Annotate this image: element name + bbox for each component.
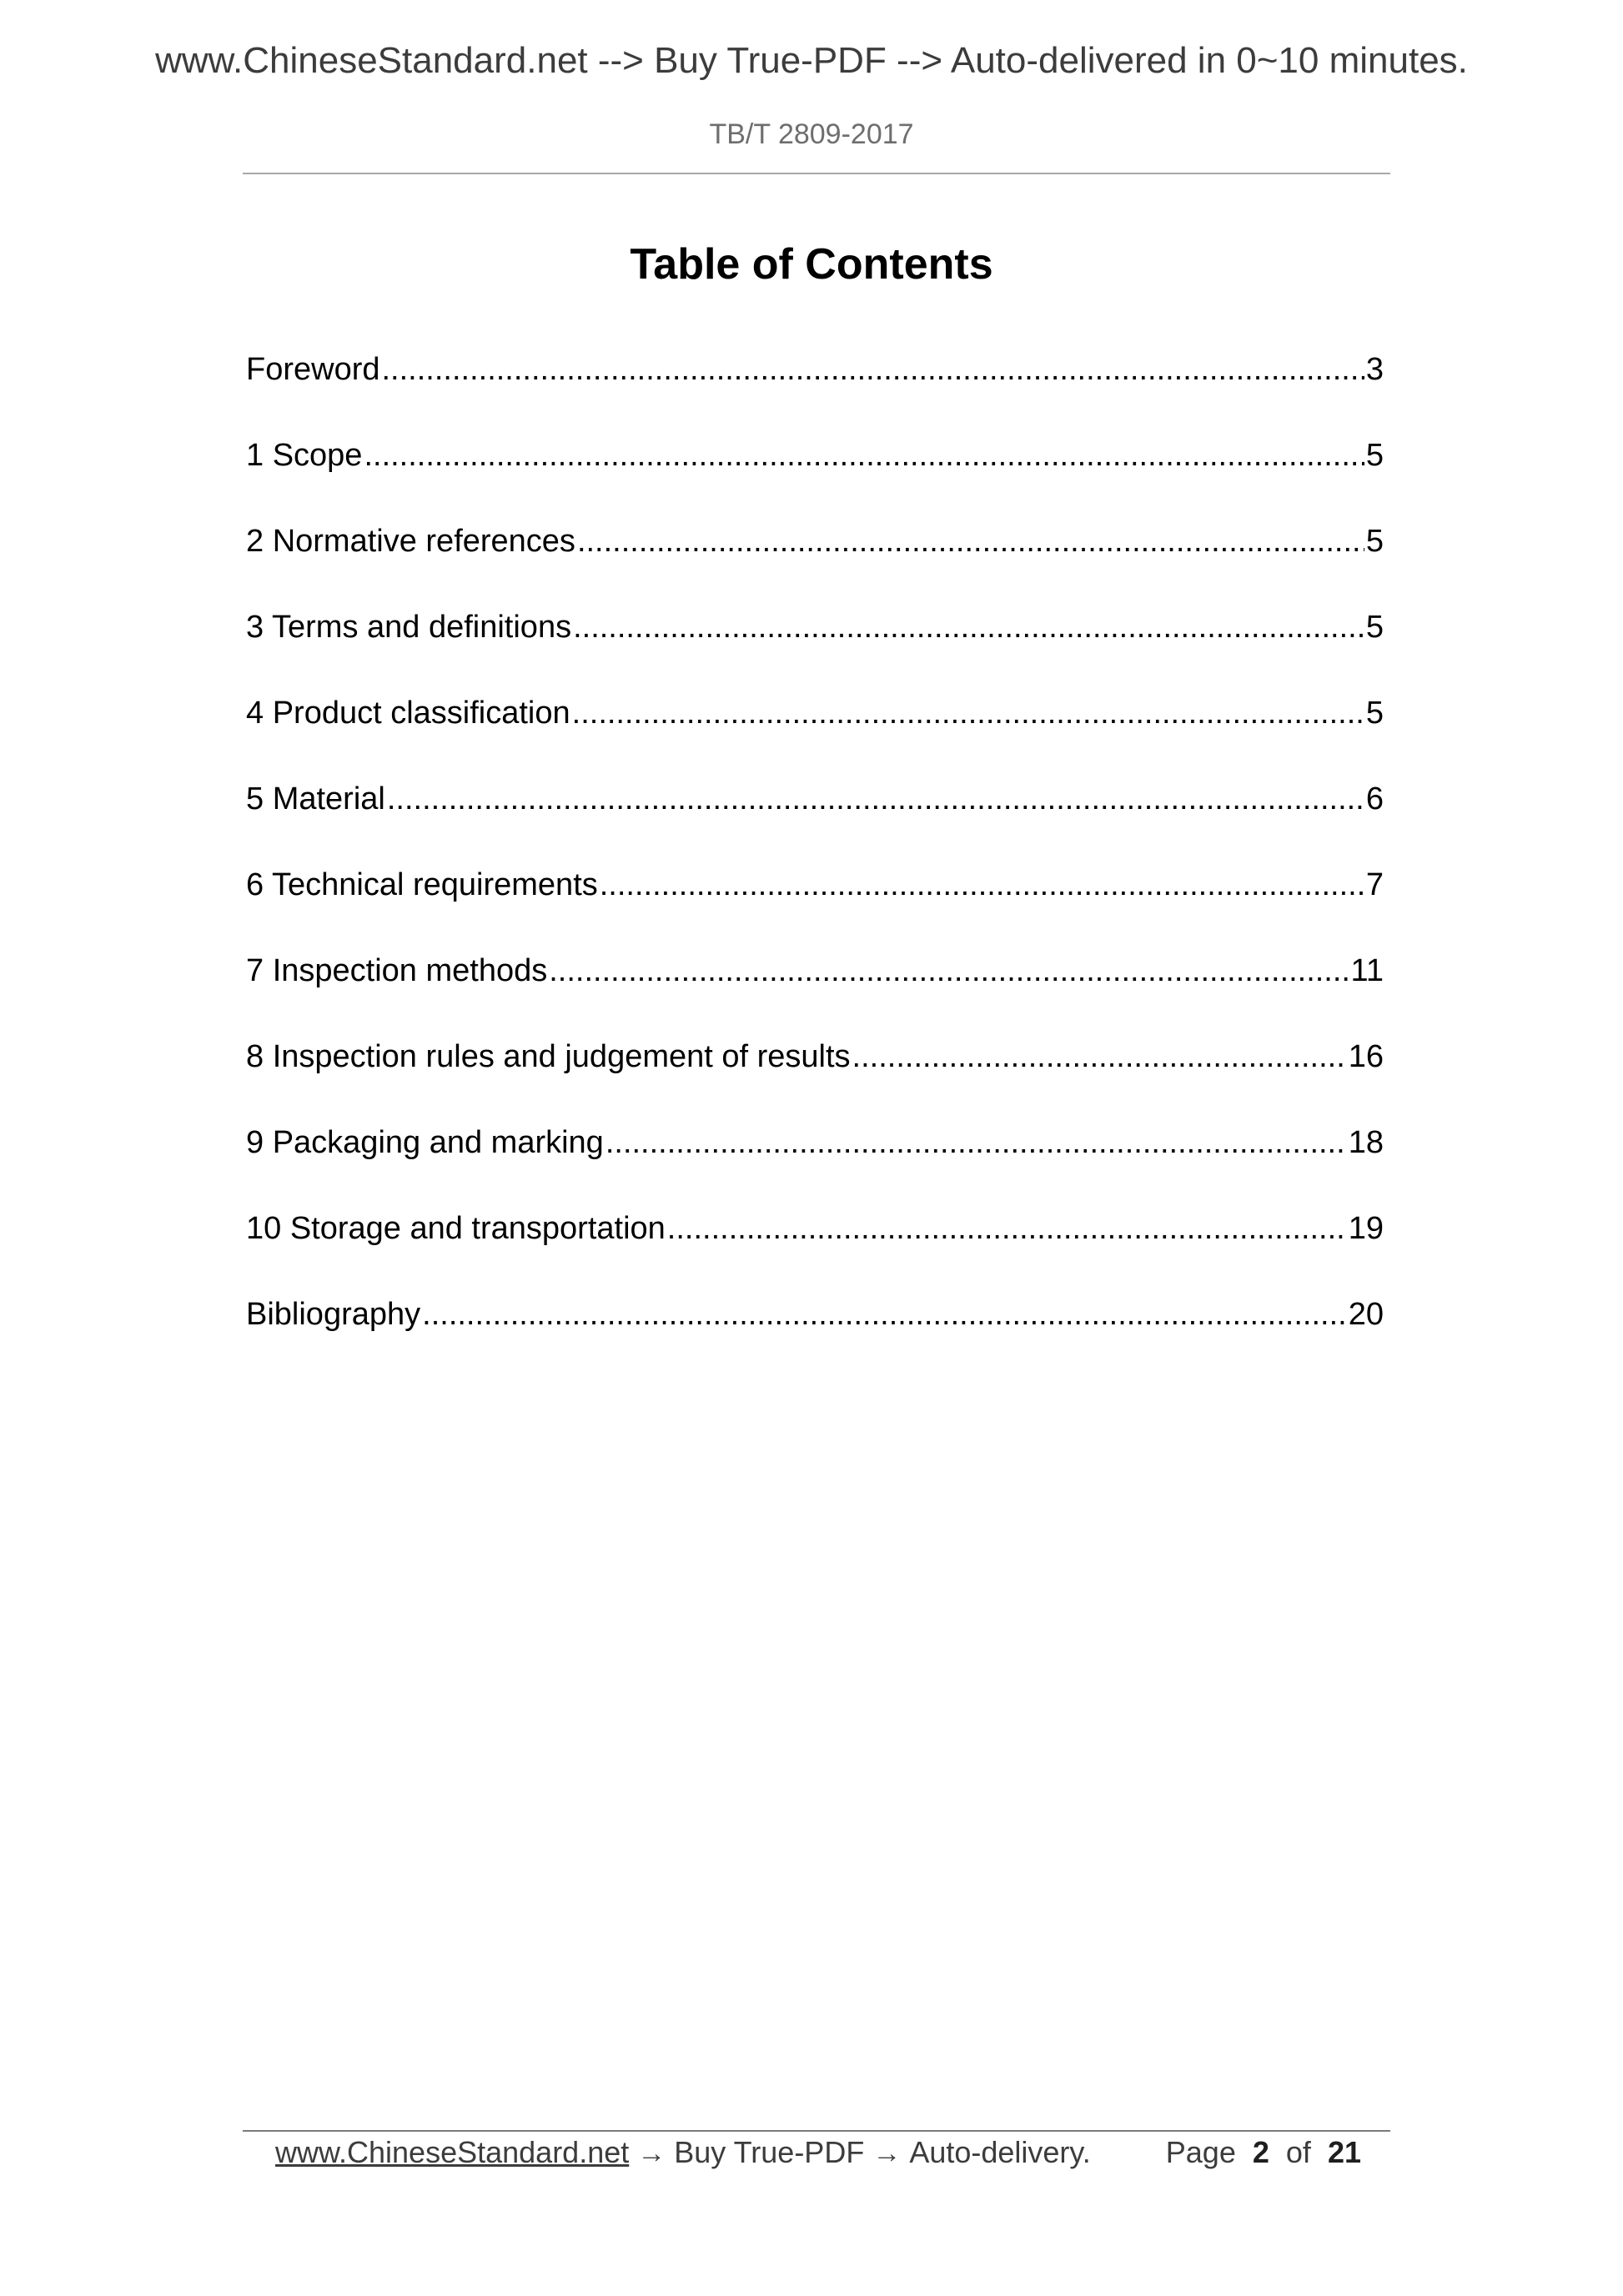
toc-entry-inspection-rules[interactable] bbox=[246, 1039, 1384, 1086]
total-pages-number: 21 bbox=[1327, 2135, 1361, 2169]
toc-dot-leader bbox=[572, 696, 1364, 731]
toc-entry-page: 7 bbox=[1365, 867, 1384, 902]
toc-entry-product-classification[interactable] bbox=[246, 696, 1384, 742]
toc-entry-label: Bibliography bbox=[246, 1297, 421, 1332]
right-arrow-icon: → bbox=[637, 2138, 666, 2169]
right-arrow-icon: → bbox=[872, 2138, 902, 2169]
toc-list bbox=[246, 0, 1384, 1418]
toc-entry-scope[interactable] bbox=[246, 438, 1384, 485]
toc-entry-label: 5 Material bbox=[246, 781, 385, 816]
of-word: of bbox=[1285, 2135, 1311, 2169]
toc-dot-leader bbox=[573, 610, 1364, 646]
toc-entry-label: 9 Packaging and marking bbox=[246, 1125, 604, 1160]
toc-title: Table of Contents bbox=[630, 240, 993, 289]
toc-dot-leader bbox=[422, 1297, 1347, 1333]
toc-entry-label: 8 Inspection rules and judgement of results bbox=[246, 1039, 851, 1074]
toc-entry-label: 2 Normative references bbox=[246, 524, 575, 559]
toc-entry-page: 16 bbox=[1348, 1039, 1384, 1074]
footer-divider bbox=[243, 2130, 1390, 2132]
toc-entry-technical-requirements[interactable] bbox=[246, 867, 1384, 914]
toc-entry-page: 6 bbox=[1365, 781, 1384, 816]
footer-delivery-text: Auto-delivery. bbox=[909, 2135, 1091, 2169]
toc-entry-foreword[interactable] bbox=[246, 352, 1384, 399]
toc-entry-label: 6 Technical requirements bbox=[246, 867, 598, 902]
toc-entry-storage-transportation[interactable] bbox=[246, 1211, 1384, 1258]
toc-entry-page: 5 bbox=[1365, 524, 1384, 559]
toc-dot-leader bbox=[364, 438, 1364, 474]
toc-entry-label: 7 Inspection methods bbox=[246, 953, 548, 988]
toc-dot-leader bbox=[667, 1211, 1347, 1247]
toc-dot-leader bbox=[600, 867, 1364, 903]
toc-entry-page: 5 bbox=[1365, 438, 1384, 473]
toc-entry-page: 11 bbox=[1350, 953, 1384, 988]
footer-site-link[interactable]: www.ChineseStandard.net bbox=[275, 2135, 630, 2169]
toc-entry-packaging-marking[interactable] bbox=[246, 1125, 1384, 1172]
header-banner: www.ChineseStandard.net --> Buy True-PDF --> Auto-delivered in 0~10 minutes. bbox=[155, 40, 1468, 81]
toc-dot-leader bbox=[577, 524, 1364, 560]
toc-entry-label: 3 Terms and definitions bbox=[246, 610, 572, 645]
toc-dot-leader bbox=[382, 352, 1364, 388]
page-footer bbox=[275, 2135, 1384, 2170]
toc-entry-page: 20 bbox=[1348, 1297, 1384, 1332]
page-indicator bbox=[1166, 2135, 1361, 2170]
toc-entry-label: 1 Scope bbox=[246, 438, 363, 473]
toc-dot-leader bbox=[549, 953, 1349, 989]
toc-entry-terms-definitions[interactable] bbox=[246, 610, 1384, 656]
toc-entry-label: 4 Product classification bbox=[246, 696, 570, 731]
toc-dot-leader bbox=[387, 781, 1364, 817]
toc-entry-normative-references[interactable] bbox=[246, 524, 1384, 570]
toc-entry-page: 5 bbox=[1365, 696, 1384, 731]
toc-entry-material[interactable] bbox=[246, 781, 1384, 828]
document-code: TB/T 2809-2017 bbox=[709, 118, 914, 150]
page-word: Page bbox=[1165, 2135, 1236, 2169]
footer-buy-text: Buy True-PDF bbox=[674, 2135, 865, 2169]
toc-entry-page: 5 bbox=[1365, 610, 1384, 645]
toc-entry-page: 18 bbox=[1348, 1125, 1384, 1160]
toc-dot-leader bbox=[852, 1039, 1347, 1075]
toc-entry-page: 3 bbox=[1365, 352, 1384, 387]
toc-dot-leader bbox=[605, 1125, 1347, 1161]
toc-entry-bibliography[interactable] bbox=[246, 1297, 1384, 1344]
toc-entry-label: 10 Storage and transportation bbox=[246, 1211, 666, 1246]
toc-entry-label: Foreword bbox=[246, 352, 380, 387]
toc-entry-inspection-methods[interactable] bbox=[246, 953, 1384, 1000]
toc-entry-page: 19 bbox=[1348, 1211, 1384, 1246]
current-page-number: 2 bbox=[1252, 2135, 1269, 2169]
